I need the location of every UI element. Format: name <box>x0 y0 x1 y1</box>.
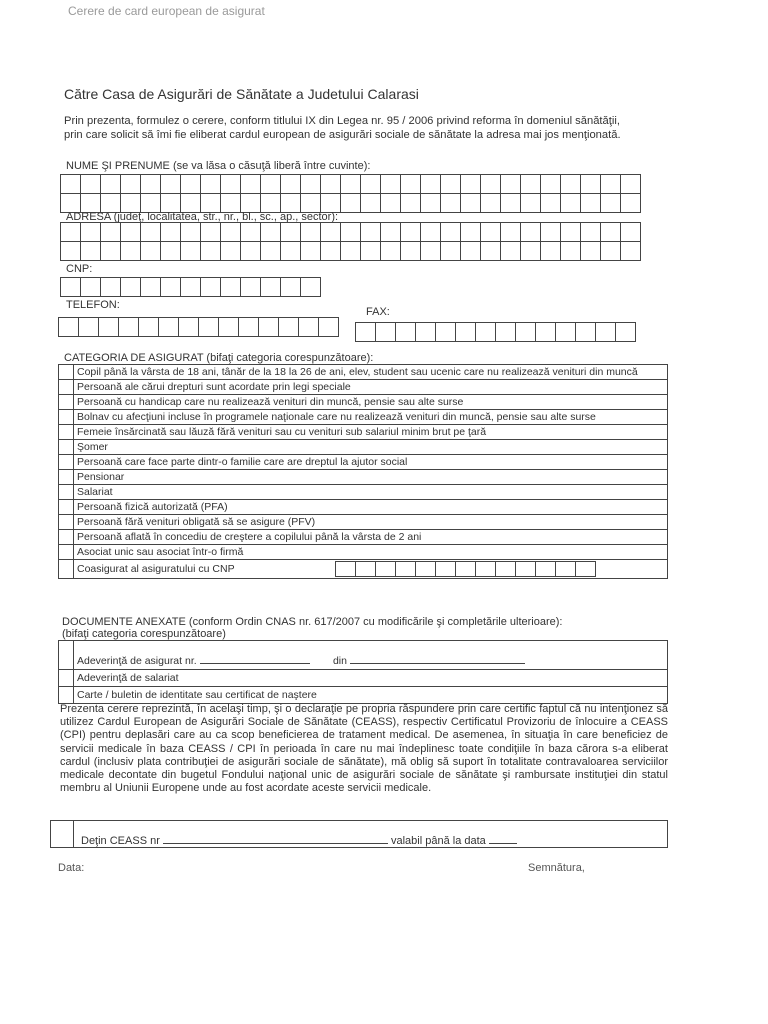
doc-checkbox[interactable] <box>59 687 74 704</box>
char-box[interactable] <box>320 241 341 261</box>
category-text: Bolnav cu afecţiuni incluse în programele naţionale care nu realizează venituri din muncă, pensie sau alte surse <box>77 411 596 423</box>
char-box[interactable] <box>320 222 341 242</box>
char-box[interactable] <box>300 277 321 297</box>
category-row <box>59 365 668 380</box>
category-row <box>59 380 668 395</box>
char-box[interactable] <box>360 174 381 194</box>
char-box[interactable] <box>440 174 461 194</box>
char-box[interactable] <box>380 174 401 194</box>
char-box[interactable] <box>540 174 561 194</box>
char-box[interactable] <box>58 317 79 337</box>
char-box[interactable] <box>560 174 581 194</box>
categoria-label: CATEGORIA DE ASIGURAT (bifaţi categoria corespunzătoare): <box>64 352 374 364</box>
char-box[interactable] <box>620 241 641 261</box>
char-box[interactable] <box>415 322 436 342</box>
char-box[interactable] <box>200 241 221 261</box>
char-box[interactable] <box>260 241 281 261</box>
char-box[interactable] <box>220 222 241 242</box>
ceass-checkbox[interactable] <box>51 821 74 847</box>
char-box[interactable] <box>400 193 421 213</box>
char-box[interactable] <box>260 193 281 213</box>
category-row <box>59 410 668 425</box>
category-text: Şomer <box>77 441 108 453</box>
char-box[interactable] <box>380 222 401 242</box>
char-box[interactable] <box>540 193 561 213</box>
char-box[interactable] <box>520 222 541 242</box>
page-title: Către Casa de Asigurări de Sănătate a Judetului Calarasi <box>64 86 419 102</box>
doc-row-carte <box>59 687 668 704</box>
char-box[interactable] <box>200 174 221 194</box>
ceass-line <box>81 833 517 847</box>
char-box[interactable] <box>120 241 141 261</box>
category-row <box>59 560 668 579</box>
char-box[interactable] <box>420 241 441 261</box>
categories-table <box>58 364 668 579</box>
char-box[interactable] <box>375 322 396 342</box>
char-box[interactable] <box>495 561 516 577</box>
char-box[interactable] <box>340 193 361 213</box>
cnp-grid[interactable] <box>60 277 320 297</box>
char-box[interactable] <box>298 317 319 337</box>
category-text: Persoană fizică autorizată (PFA) <box>77 501 228 513</box>
char-box[interactable] <box>460 174 481 194</box>
char-box[interactable] <box>480 193 501 213</box>
char-box[interactable] <box>140 193 161 213</box>
semnatura-label: Semnătura, <box>528 862 585 874</box>
category-label <box>74 440 668 455</box>
char-box[interactable] <box>120 277 141 297</box>
category-label <box>74 545 668 560</box>
char-box[interactable] <box>300 193 321 213</box>
char-box[interactable] <box>300 174 321 194</box>
fax-label: FAX: <box>366 306 390 318</box>
documente-sublabel: (bifaţi categoria corespunzătoare) <box>62 628 226 640</box>
char-box[interactable] <box>220 174 241 194</box>
category-label <box>74 485 668 500</box>
char-box[interactable] <box>238 317 259 337</box>
char-box[interactable] <box>340 241 361 261</box>
doc-checkbox[interactable] <box>59 670 74 687</box>
ceass-box <box>50 820 668 848</box>
category-text: Persoană fără venituri obligată să se asigure (PFV) <box>77 516 316 528</box>
category-text: Salariat <box>77 486 113 498</box>
char-box[interactable] <box>200 193 221 213</box>
category-text: Persoană ale cărui drepturi sunt acordate prin legi speciale <box>77 381 351 393</box>
char-box[interactable] <box>615 322 636 342</box>
category-checkbox[interactable] <box>59 365 74 380</box>
char-box[interactable] <box>600 241 621 261</box>
char-box[interactable] <box>400 241 421 261</box>
char-box[interactable] <box>580 174 601 194</box>
char-box[interactable] <box>440 193 461 213</box>
char-box[interactable] <box>320 174 341 194</box>
char-box[interactable] <box>475 322 496 342</box>
char-box[interactable] <box>500 241 521 261</box>
char-box[interactable] <box>600 193 621 213</box>
intro-text <box>64 114 674 142</box>
category-label <box>74 560 668 579</box>
nume-label: NUME ŞI PRENUME (se va lăsa o căsuţă liberă între cuvinte): <box>66 160 371 172</box>
char-box[interactable] <box>515 561 536 577</box>
char-box[interactable] <box>420 193 441 213</box>
char-box[interactable] <box>140 222 161 242</box>
category-row <box>59 500 668 515</box>
category-row <box>59 470 668 485</box>
category-text: Femeie însărcinată sau lăuză fără venituri sau cu venituri sub salariul minim brut pe ţară <box>77 426 487 438</box>
char-box[interactable] <box>575 561 596 577</box>
doc-nr-field[interactable] <box>200 653 310 664</box>
char-box[interactable] <box>118 317 139 337</box>
char-box[interactable] <box>100 222 121 242</box>
doc-adeverinta-asigurat-label: Adeverinţă de asigurat nr. <box>77 655 197 667</box>
char-box[interactable] <box>240 193 261 213</box>
char-box[interactable] <box>180 277 201 297</box>
char-box[interactable] <box>500 222 521 242</box>
char-box[interactable] <box>140 174 161 194</box>
documents-table <box>58 640 668 704</box>
cnp-label: CNP: <box>66 263 93 275</box>
char-box[interactable] <box>560 193 581 213</box>
char-box[interactable] <box>500 174 521 194</box>
char-box[interactable] <box>440 241 461 261</box>
char-box[interactable] <box>535 322 556 342</box>
data-label: Data: <box>58 862 85 874</box>
char-box[interactable] <box>440 222 461 242</box>
char-box[interactable] <box>460 241 481 261</box>
category-text: Pensionar <box>77 471 125 483</box>
char-box[interactable] <box>180 174 201 194</box>
char-box[interactable] <box>240 277 261 297</box>
nume-grid-row-1[interactable] <box>60 174 640 194</box>
char-box[interactable] <box>78 317 99 337</box>
char-box[interactable] <box>580 241 601 261</box>
char-box[interactable] <box>540 222 561 242</box>
char-box[interactable] <box>240 174 261 194</box>
nume-grid-row-2[interactable] <box>60 193 640 213</box>
char-box[interactable] <box>620 174 641 194</box>
category-text: Persoană aflată în concediu de creştere a copilului până la vârsta de 2 ani <box>77 531 422 543</box>
char-box[interactable] <box>120 222 141 242</box>
char-box[interactable] <box>60 174 81 194</box>
char-box[interactable] <box>100 174 121 194</box>
char-box[interactable] <box>80 193 101 213</box>
char-box[interactable] <box>60 193 81 213</box>
adresa-label: ADRESA (judeţ, localitatea, str., nr., bl., sc., ap., sector): <box>66 211 339 223</box>
char-box[interactable] <box>355 322 376 342</box>
category-row <box>59 395 668 410</box>
category-checkbox[interactable] <box>59 395 74 410</box>
char-box[interactable] <box>100 277 121 297</box>
char-box[interactable] <box>360 241 381 261</box>
char-box[interactable] <box>420 222 441 242</box>
char-box[interactable] <box>300 241 321 261</box>
category-checkbox[interactable] <box>59 440 74 455</box>
char-box[interactable] <box>120 174 141 194</box>
char-box[interactable] <box>520 193 541 213</box>
char-box[interactable] <box>600 174 621 194</box>
coasigurat-cnp-grid[interactable] <box>335 561 595 577</box>
category-checkbox[interactable] <box>59 470 74 485</box>
char-box[interactable] <box>80 241 101 261</box>
category-text: Persoană care face parte dintr-o familie care are dreptul la ajutor social <box>77 456 408 468</box>
char-box[interactable] <box>280 222 301 242</box>
ceass-date-field[interactable] <box>489 833 517 844</box>
char-box[interactable] <box>300 222 321 242</box>
telefon-label: TELEFON: <box>66 299 120 311</box>
char-box[interactable] <box>160 241 181 261</box>
char-box[interactable] <box>140 277 161 297</box>
char-box[interactable] <box>480 241 501 261</box>
category-text: Coasigurat al asiguratului cu CNP <box>77 562 235 575</box>
category-checkbox[interactable] <box>59 455 74 470</box>
intro-line-1: Prin prezenta, formulez o cerere, conform titlului IX din Legea nr. 95 / 2006 privind reforma în domeniul sănătăţii, <box>64 115 620 127</box>
char-box[interactable] <box>340 222 361 242</box>
char-box[interactable] <box>480 222 501 242</box>
category-checkbox[interactable] <box>59 560 74 579</box>
char-box[interactable] <box>575 322 596 342</box>
char-box[interactable] <box>200 222 221 242</box>
category-row <box>59 545 668 560</box>
char-box[interactable] <box>580 193 601 213</box>
char-box[interactable] <box>320 193 341 213</box>
char-box[interactable] <box>180 222 201 242</box>
category-checkbox[interactable] <box>59 380 74 395</box>
char-box[interactable] <box>380 193 401 213</box>
char-box[interactable] <box>375 561 396 577</box>
char-box[interactable] <box>360 222 381 242</box>
documente-label: DOCUMENTE ANEXATE (conform Ordin CNAS nr. 617/2007 cu modificările şi completările ulterioare): <box>62 616 563 628</box>
category-label <box>74 530 668 545</box>
char-box[interactable] <box>100 241 121 261</box>
char-box[interactable] <box>335 561 356 577</box>
char-box[interactable] <box>160 222 181 242</box>
category-row <box>59 455 668 470</box>
intro-line-2: prin care solicit să îmi fie eliberat cardul european de asigurări sociale de sănătate la adresa mai jos menţionată. <box>64 129 621 141</box>
category-checkbox[interactable] <box>59 545 74 560</box>
char-box[interactable] <box>460 193 481 213</box>
ceass-nr-field[interactable] <box>163 833 388 844</box>
char-box[interactable] <box>140 241 161 261</box>
doc-cell <box>74 641 668 670</box>
category-checkbox[interactable] <box>59 410 74 425</box>
char-box[interactable] <box>198 317 219 337</box>
char-box[interactable] <box>435 561 456 577</box>
char-box[interactable] <box>400 222 421 242</box>
category-label <box>74 455 668 470</box>
char-box[interactable] <box>138 317 159 337</box>
char-box[interactable] <box>160 174 181 194</box>
char-box[interactable] <box>340 174 361 194</box>
char-box[interactable] <box>380 241 401 261</box>
char-box[interactable] <box>258 317 279 337</box>
category-label <box>74 380 668 395</box>
category-row <box>59 515 668 530</box>
category-row <box>59 425 668 440</box>
category-checkbox[interactable] <box>59 515 74 530</box>
char-box[interactable] <box>520 241 541 261</box>
char-box[interactable] <box>620 222 641 242</box>
char-box[interactable] <box>555 561 576 577</box>
category-label <box>74 410 668 425</box>
category-text: Copil până la vârsta de 18 ani, tânăr de la 18 la 26 de ani, elev, student sau ucenic care nu realizează venituri din muncă <box>77 366 638 378</box>
char-box[interactable] <box>420 174 441 194</box>
char-box[interactable] <box>80 222 101 242</box>
char-box[interactable] <box>480 174 501 194</box>
char-box[interactable] <box>595 322 616 342</box>
category-text: Persoană cu handicap care nu realizează venituri din muncă, pensie sau alte surse <box>77 396 464 408</box>
char-box[interactable] <box>280 241 301 261</box>
char-box[interactable] <box>178 317 199 337</box>
doc-din-label: din <box>332 655 347 667</box>
char-box[interactable] <box>278 317 299 337</box>
char-box[interactable] <box>60 222 81 242</box>
category-text: Asociat unic sau asociat într-o firmă <box>77 546 244 558</box>
char-box[interactable] <box>460 222 481 242</box>
char-box[interactable] <box>520 174 541 194</box>
char-box[interactable] <box>560 222 581 242</box>
category-checkbox[interactable] <box>59 530 74 545</box>
char-box[interactable] <box>60 241 81 261</box>
char-box[interactable] <box>160 193 181 213</box>
ceass-detin-label: Deţin CEASS nr <box>81 835 160 847</box>
char-box[interactable] <box>60 277 81 297</box>
category-checkbox[interactable] <box>59 425 74 440</box>
char-box[interactable] <box>260 277 281 297</box>
char-box[interactable] <box>280 193 301 213</box>
char-box[interactable] <box>120 193 141 213</box>
category-checkbox[interactable] <box>59 485 74 500</box>
category-label <box>74 515 668 530</box>
doc-carte-label: Carte / buletin de identitate sau certificat de naştere <box>74 687 668 704</box>
char-box[interactable] <box>455 322 476 342</box>
char-box[interactable] <box>240 222 261 242</box>
declaration-text: Prezenta cerere reprezintă, în acelaşi timp, şi o declaraţie pe propria răspundere prin care certific faptul că nu intenţionez să utilizez Cardul European de Asigurări Sociale de Sănătate (CEASS), respectiv Certificatul Provizoriu de înlocuire a CEASS (CPI) pentru deplasări care au ca scop beneficierea de tratament medical. De asemenea, în situaţia în care beneficiez de servicii medicale în baza CEASS / CPI în perioada în care nu mai îndeplinesc toate condiţiile în baza cărora s-a eliberat cardul (inclusiv plata contribuţiei de asigurări sociale de sănătate), mă oblig să suport în totalitate contravaloarea serviciilor medicale decontate din bugetul Fondului naţional unic de asigurări sociale de sănătate şi rambursate instituţiei din statul membru al Uniunii Europene unde au fost acordate aceste servicii medicale. <box>60 703 668 795</box>
category-row <box>59 485 668 500</box>
char-box[interactable] <box>318 317 339 337</box>
category-label <box>74 470 668 485</box>
doc-adeverinta-salariat-label: Adeverinţă de salariat <box>74 670 668 687</box>
category-label <box>74 500 668 515</box>
char-box[interactable] <box>260 174 281 194</box>
char-box[interactable] <box>200 277 221 297</box>
char-box[interactable] <box>280 277 301 297</box>
char-box[interactable] <box>515 322 536 342</box>
category-label <box>74 425 668 440</box>
char-box[interactable] <box>495 322 516 342</box>
char-box[interactable] <box>600 222 621 242</box>
char-box[interactable] <box>360 193 381 213</box>
char-box[interactable] <box>158 317 179 337</box>
doc-row-adeverinta-salariat <box>59 670 668 687</box>
char-box[interactable] <box>80 277 101 297</box>
char-box[interactable] <box>455 561 476 577</box>
char-box[interactable] <box>620 193 641 213</box>
char-box[interactable] <box>180 193 201 213</box>
char-box[interactable] <box>180 241 201 261</box>
doc-checkbox[interactable] <box>59 641 74 670</box>
adresa-grid-row-2[interactable] <box>60 241 640 261</box>
char-box[interactable] <box>540 241 561 261</box>
char-box[interactable] <box>260 222 281 242</box>
char-box[interactable] <box>555 322 576 342</box>
char-box[interactable] <box>98 317 119 337</box>
char-box[interactable] <box>535 561 556 577</box>
char-box[interactable] <box>220 277 241 297</box>
char-box[interactable] <box>435 322 456 342</box>
doc-din-field[interactable] <box>350 653 525 664</box>
char-box[interactable] <box>240 241 261 261</box>
doc-row-adeverinta-asigurat <box>59 641 668 670</box>
char-box[interactable] <box>580 222 601 242</box>
char-box[interactable] <box>355 561 376 577</box>
ceass-valabil-label: valabil până la data <box>391 835 486 847</box>
char-box[interactable] <box>80 174 101 194</box>
category-label <box>74 365 668 380</box>
category-row <box>59 530 668 545</box>
char-box[interactable] <box>415 561 436 577</box>
telefon-grid[interactable] <box>58 317 338 337</box>
char-box[interactable] <box>280 174 301 194</box>
char-box[interactable] <box>560 241 581 261</box>
category-checkbox[interactable] <box>59 500 74 515</box>
char-box[interactable] <box>395 322 416 342</box>
char-box[interactable] <box>100 193 121 213</box>
char-box[interactable] <box>475 561 496 577</box>
category-row <box>59 440 668 455</box>
category-label <box>74 395 668 410</box>
fax-grid[interactable] <box>355 322 635 342</box>
char-box[interactable] <box>220 193 241 213</box>
char-box[interactable] <box>500 193 521 213</box>
char-box[interactable] <box>220 241 241 261</box>
char-box[interactable] <box>395 561 416 577</box>
char-box[interactable] <box>218 317 239 337</box>
adresa-grid-row-1[interactable] <box>60 222 640 242</box>
header-note: Cerere de card european de asigurat <box>68 4 265 18</box>
char-box[interactable] <box>160 277 181 297</box>
char-box[interactable] <box>400 174 421 194</box>
